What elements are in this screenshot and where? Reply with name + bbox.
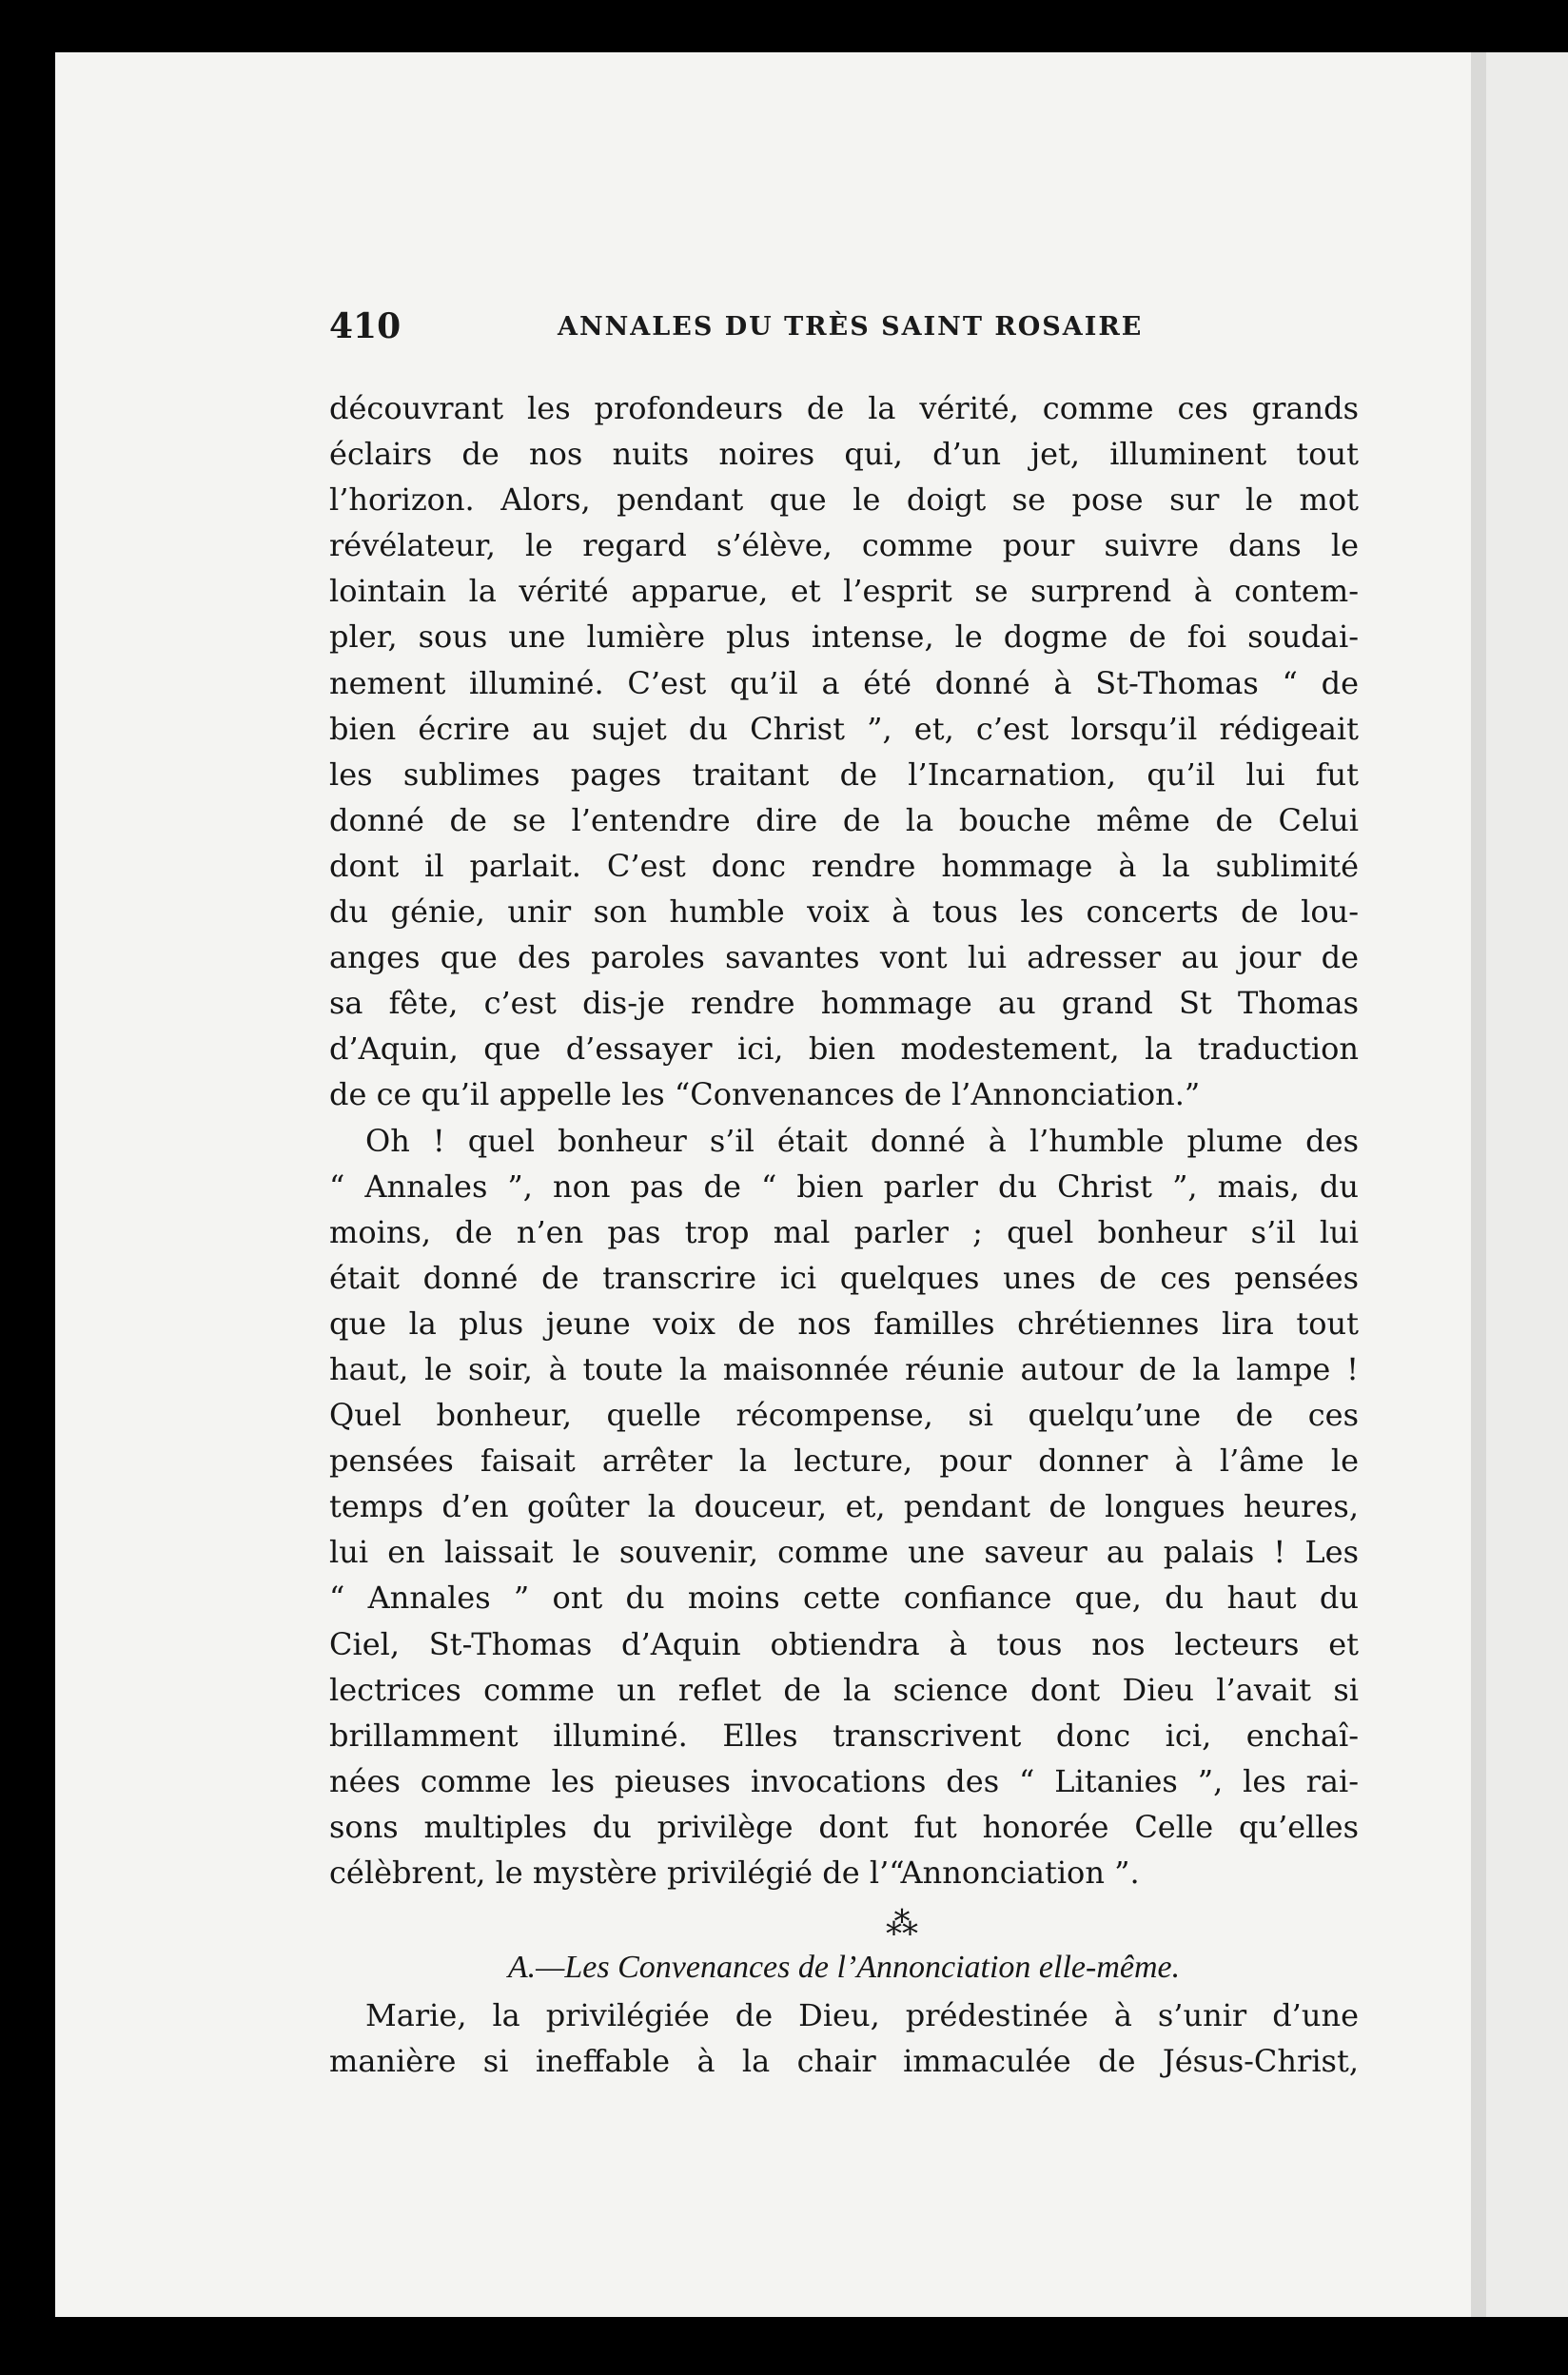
page-header bbox=[329, 306, 1357, 354]
text-line: l’horizon. Alors, pendant que le doigt se pose sur le mot bbox=[329, 481, 1359, 519]
text-line: du génie, unir son humble voix à tous les concerts de lou- bbox=[329, 893, 1359, 931]
text-line: pensées faisait arrêter la lecture, pour donner à l’âme le bbox=[329, 1443, 1359, 1480]
text-line: donné de se l’entendre dire de la bouche même de Celui bbox=[329, 801, 1359, 838]
text-line: “ Annales ”, non pas de “ bien parler du Christ ”, mais, du bbox=[329, 1168, 1359, 1205]
adjacent-page-strip bbox=[1486, 52, 1568, 2317]
text-line: que la plus jeune voix de nos familles chrétiennes lira tout bbox=[329, 1305, 1359, 1342]
text-line: temps d’en goûter la douceur, et, pendant de longues heures, bbox=[329, 1488, 1359, 1525]
text-line: pler, sous une lumière plus intense, le dogme de foi soudai- bbox=[329, 618, 1359, 656]
text-line: brillamment illuminé. Elles transcrivent donc ici, enchaî- bbox=[329, 1717, 1359, 1754]
paragraph-2 bbox=[329, 1118, 1359, 1896]
text-line: découvrant les profondeurs de la vérité, comme ces grands bbox=[329, 390, 1359, 426]
text-line: révélateur, le regard s’élève, comme pour suivre dans le bbox=[329, 527, 1359, 564]
text-line: était donné de transcrire ici quelques unes de ces pensées bbox=[329, 1259, 1359, 1296]
text-line: Marie, la privilégiée de Dieu, prédestinée à s’unir d’une bbox=[365, 1997, 1359, 2034]
text-line: haut, le soir, à toute la maisonnée réunie autour de la lampe ! bbox=[329, 1350, 1359, 1387]
text-line: nement illuminé. C’est qu’il a été donné à St-Thomas “ de bbox=[329, 664, 1359, 701]
text-line: Oh ! quel bonheur s’il était donné à l’humble plume des bbox=[365, 1122, 1359, 1159]
text-line: “ Annales ” ont du moins cette confiance que, du haut du bbox=[329, 1580, 1359, 1617]
text-line: célèbrent, le mystère privilégié de l’“Annonciation ”. bbox=[329, 1855, 1140, 1891]
text-line: les sublimes pages traitant de l’Incarnation, qu’il lui fut bbox=[329, 756, 1359, 793]
text-line: dont il parlait. C’est donc rendre hommage à la sublimité bbox=[329, 847, 1359, 884]
running-title: ANNALES DU TRÈS SAINT ROSAIRE bbox=[558, 312, 1144, 342]
paragraph-1 bbox=[329, 385, 1359, 1118]
body-text bbox=[329, 385, 1359, 2084]
section-heading: A.—Les Convenances de l’Annonciation elle-même. bbox=[507, 1950, 1181, 1986]
text-line: d’Aquin, que d’essayer ici, bien modestement, la traduction bbox=[329, 1030, 1359, 1068]
text-line: bien écrire au sujet du Christ ”, et, c’est lorsqu’il rédigeait bbox=[329, 710, 1359, 747]
text-line: sons multiples du privilège dont fut honorée Celle qu’elles bbox=[329, 1808, 1359, 1845]
text-line: Quel bonheur, quelle récompense, si quelqu’une de ces bbox=[329, 1397, 1359, 1434]
text-line: sa fête, c’est dis-je rendre hommage au grand St Thomas bbox=[329, 985, 1359, 1022]
text-line: anges que des paroles savantes vont lui adresser au jour de bbox=[329, 939, 1359, 976]
text-line: moins, de n’en pas trop mal parler ; quel bonheur s’il lui bbox=[329, 1213, 1359, 1250]
page-edge-shadow bbox=[1471, 52, 1486, 2317]
paragraph-3 bbox=[329, 1992, 1359, 2084]
text-line: de ce qu’il appelle les “Convenances de l’Annonciation.” bbox=[329, 1076, 1201, 1113]
text-line: lectrices comme un reflet de la science dont Dieu l’avait si bbox=[329, 1671, 1359, 1708]
text-line: lui en laissait le souvenir, comme une saveur au palais ! Les bbox=[329, 1534, 1359, 1571]
text-line: Ciel, St-Thomas d’Aquin obtiendra à tous nos lecteurs et bbox=[329, 1625, 1359, 1662]
text-line: manière si ineffable à la chair immaculée de Jésus-Christ, bbox=[329, 2043, 1359, 2080]
text-line: nées comme les pieuses invocations des “ Litanies ”, les rai- bbox=[329, 1762, 1359, 1799]
page-number: 410 bbox=[329, 306, 402, 346]
asterism-separator: ⁂ bbox=[886, 1905, 916, 1944]
text-line: éclairs de nos nuits noires qui, d’un jet, illuminent tout bbox=[329, 436, 1359, 473]
text-line: lointain la vérité apparue, et l’esprit se surprend à contem- bbox=[329, 573, 1359, 610]
